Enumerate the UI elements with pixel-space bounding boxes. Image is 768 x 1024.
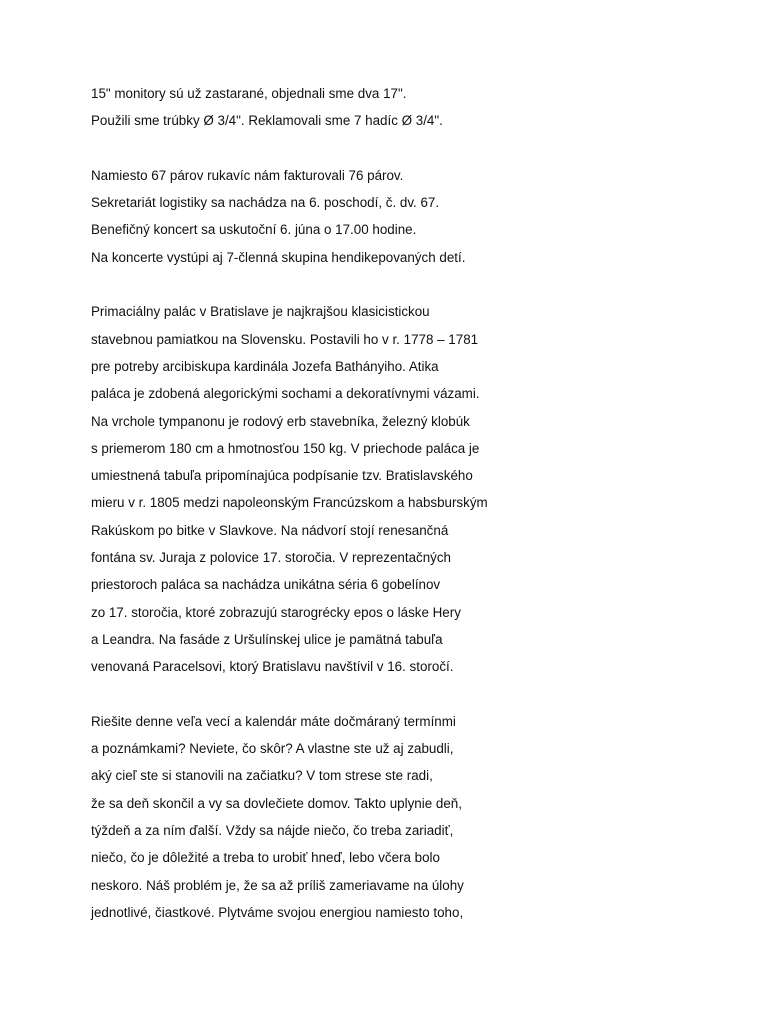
text-line: a poznámkami? Neviete, čo skôr? A vlastne ste už aj zabudli, — [91, 741, 454, 757]
text-line: Na koncerte vystúpi aj 7-členná skupina hendikepovaných detí. — [91, 249, 466, 265]
text-line: jednotlivé, čiastkové. Plytváme svojou energiou namiesto toho, — [91, 904, 464, 920]
text-line: Rakúskom po bitke v Slavkove. Na nádvorí stojí renesančná — [91, 522, 449, 538]
text-line: fontána sv. Juraja z polovice 17. storočia. V reprezentačných — [91, 550, 452, 566]
text-line: zo 17. storočia, ktoré zobrazujú starogrécky epos o láske Hery — [91, 604, 461, 620]
text-line: stavebnou pamiatkou na Slovensku. Postavili ho v r. 1778 – 1781 — [91, 331, 479, 347]
text-line: týždeň a za ním ďalší. Vždy sa nájde niečo, čo treba zariadiť, — [91, 823, 454, 839]
text-line: Použili sme trúbky Ø 3/4". Reklamovali sme 7 hadíc Ø 3/4". — [91, 113, 443, 129]
text-line: umiestnená tabuľa pripomínajúca podpísanie tzv. Bratislavského — [91, 468, 473, 484]
text-line: že sa deň skončil a vy sa dovlečiete domov. Takto uplynie deň, — [91, 795, 462, 811]
text-line: aký cieľ ste si stanovili na začiatku? V tom strese ste radi, — [91, 768, 433, 784]
paragraph-measurements — [91, 84, 731, 139]
text-line: Na vrchole tympanonu je rodový erb stavebníka, železný klobúk — [91, 413, 470, 429]
text-line: 15" monitory sú už zastarané, objednali sme dva 17". — [91, 86, 407, 101]
document-body — [91, 84, 731, 930]
text-line: venovaná Paracelsovi, ktorý Bratislavu navštívil v 16. storočí. — [91, 659, 454, 675]
paragraph-time-management — [91, 712, 731, 930]
text-line: mieru v r. 1805 medzi napoleonským Francúzskom a habsburským — [91, 495, 488, 511]
text-line: niečo, čo je dôležité a treba to urobiť hneď, lebo včera bolo — [91, 850, 440, 866]
paragraph-numbers — [91, 166, 731, 275]
text-line: s priemerom 180 cm a hmotnosťou 150 kg. V priechode paláca je — [91, 440, 480, 456]
paragraph-gap — [91, 685, 731, 712]
text-line: pre potreby arcibiskupa kardinála Jozefa Bathányiho. Atika — [91, 358, 439, 374]
text-line: Sekretariát logistiky sa nachádza na 6. poschodí, č. dv. 67. — [91, 195, 440, 211]
text-line: Primaciálny palác v Bratislave je najkrajšou klasicistickou — [91, 304, 430, 320]
paragraph-gap — [91, 139, 731, 166]
text-line: Namiesto 67 párov rukavíc nám fakturovali 76 párov. — [91, 167, 404, 183]
text-line: Riešite denne veľa vecí a kalendár máte dočmáraný termínmi — [91, 713, 456, 729]
text-line: priestoroch paláca sa nachádza unikátna séria 6 gobelínov — [91, 577, 441, 593]
paragraph-gap — [91, 275, 731, 302]
text-line: a Leandra. Na fasáde z Uršulínskej ulice je pamätná tabuľa — [91, 631, 443, 647]
text-line: Benefičný koncert sa uskutoční 6. júna o 17.00 hodine. — [91, 222, 417, 238]
text-line: neskoro. Náš problém je, že sa až príliš zameriavame na úlohy — [91, 877, 464, 893]
text-line: paláca je zdobená alegorickými sochami a dekoratívnymi vázami. — [91, 386, 480, 402]
paragraph-primatial-palace — [91, 302, 731, 684]
